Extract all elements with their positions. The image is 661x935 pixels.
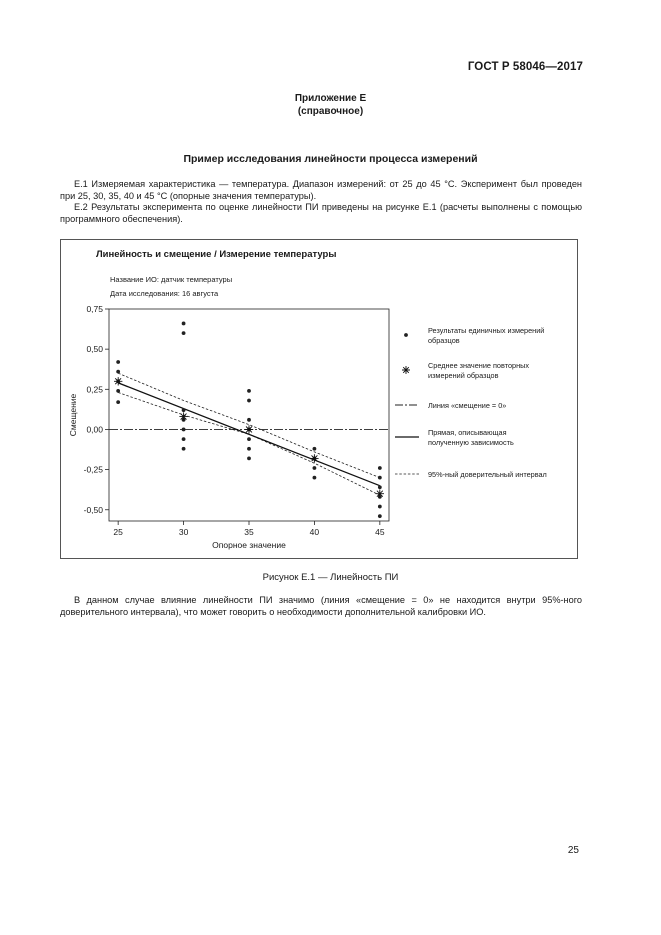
measurement-point — [247, 389, 251, 393]
plot-frame — [109, 309, 389, 521]
y-tick-label: 0,50 — [86, 344, 103, 355]
legend-label: Линия «смещение = 0» — [428, 401, 507, 410]
measurement-point — [182, 331, 186, 335]
y-tick-label: 0,75 — [86, 304, 103, 314]
regression-line — [118, 383, 380, 486]
legend-label: измерений образцов — [428, 371, 499, 380]
measurement-point — [378, 485, 382, 489]
page-number: 25 — [567, 845, 579, 856]
measurement-point — [182, 437, 186, 441]
measurement-point — [182, 447, 186, 451]
measurement-point — [116, 400, 120, 404]
annex-title: Приложение Е — [294, 93, 367, 104]
section-title: Пример исследования линейности процесса измерений — [183, 153, 478, 165]
paragraph-e1: Е.1 Измеряемая характеристика — температура. Диапазон измерений: от 25 до 45 °С. Эксперимент был проведен при 25, 30, 35, 40 и 45 °С (опорные значения температуры). — [60, 179, 582, 201]
measurement-point — [182, 322, 186, 326]
x-tick-label: 45 — [375, 527, 385, 537]
measurement-point — [247, 447, 251, 451]
measurement-point — [378, 514, 382, 518]
x-tick-label: 35 — [244, 527, 254, 537]
measurement-point — [378, 505, 382, 509]
y-tick-label: 0,00 — [86, 424, 103, 435]
legend-label: Прямая, описывающая — [428, 428, 507, 437]
legend-star-symbol — [402, 366, 410, 374]
document-code: ГОСТ Р 58046—2017 — [467, 61, 583, 73]
legend-label: Среднее значение повторных — [428, 361, 530, 370]
y-tick-label: 0,25 — [86, 384, 103, 395]
legend-dot-symbol — [404, 333, 408, 337]
mean-marker — [179, 412, 187, 420]
chart-info-device: Название ИО: датчик температуры — [110, 275, 233, 284]
plot-area — [68, 304, 389, 550]
y-tick-label: -0,50 — [83, 504, 103, 515]
chart-title: Линейность и смещение / Измерение температуры — [96, 249, 337, 260]
measurement-point — [247, 437, 251, 441]
x-tick-label: 30 — [178, 527, 189, 537]
measurement-point — [313, 447, 317, 451]
measurement-point — [116, 360, 120, 364]
legend-label: образцов — [428, 336, 460, 345]
chart-legend — [395, 326, 547, 479]
x-tick-label: 25 — [113, 527, 123, 537]
measurement-point — [313, 466, 317, 470]
y-tick-label: -0,25 — [83, 464, 103, 475]
legend-label: полученную зависимость — [428, 438, 514, 447]
annex-heading — [0, 92, 661, 118]
measurement-point — [116, 370, 120, 374]
y-axis-label: Смещение — [68, 393, 78, 437]
measurement-point — [247, 399, 251, 403]
mean-marker — [310, 454, 318, 462]
chart-info-date: Дата исследования: 16 августа — [110, 289, 219, 298]
mean-marker — [376, 490, 384, 498]
figure-linearity — [60, 239, 578, 559]
measurement-point — [378, 476, 382, 480]
paragraph-conclusion: В данном случае влияние линейности ПИ значимо (линия «смещение = 0» не находится внутри 95%-ного доверительного интервала), что может говорить о необходимости дополнительной калибровки ИО. — [60, 595, 582, 617]
measurement-point — [313, 476, 317, 480]
measurement-point — [247, 418, 251, 422]
legend-label: Результаты единичных измерений — [428, 326, 545, 335]
paragraph-e2: Е.2 Результаты эксперимента по оценке линейности ПИ приведены на рисунке Е.1 (расчеты выполнены с помощью программного обеспечения). — [60, 202, 582, 224]
annex-subtitle: (справочное) — [297, 106, 364, 117]
measurement-point — [116, 389, 120, 393]
x-tick-label: 40 — [309, 527, 320, 537]
mean-marker — [245, 425, 253, 433]
measurement-point — [247, 456, 251, 460]
measurement-point — [182, 408, 186, 412]
measurement-point — [182, 428, 186, 432]
measurement-point — [378, 466, 382, 470]
figure-caption: Рисунок Е.1 — Линейность ПИ — [262, 572, 399, 583]
x-axis-label: Опорное значение — [212, 540, 286, 550]
legend-label: 95%-ный доверительный интервал — [428, 470, 547, 479]
ci-lower-line — [118, 393, 380, 496]
linearity-chart — [61, 240, 577, 558]
